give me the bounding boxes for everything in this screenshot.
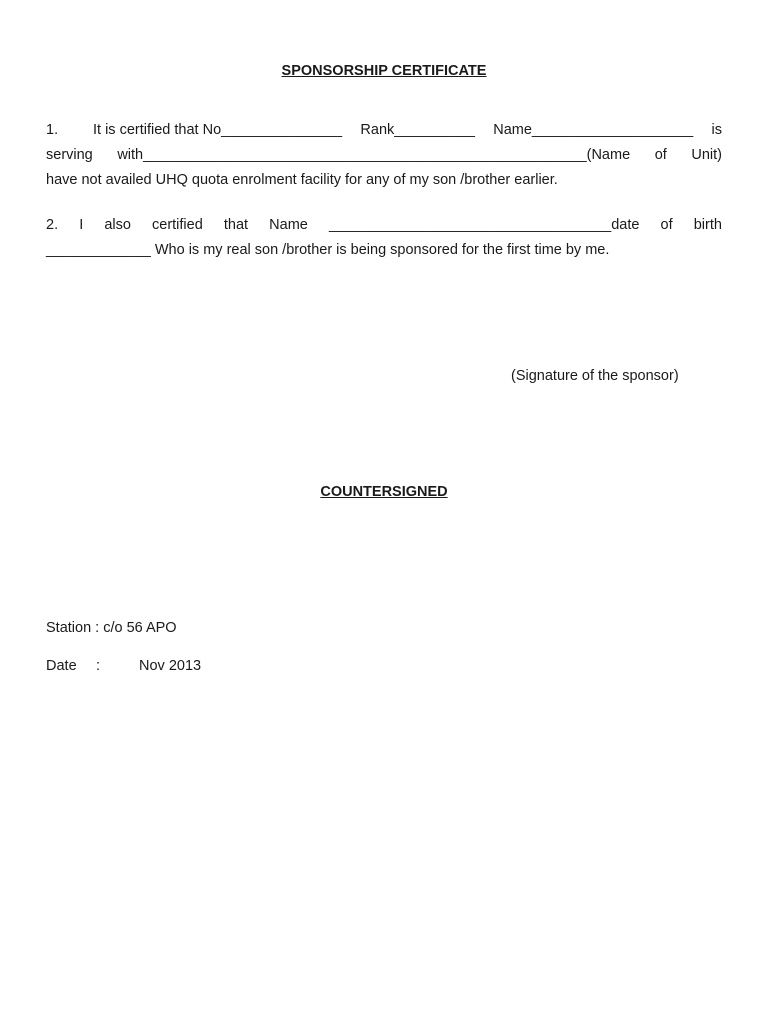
date-separator: :: [96, 658, 101, 674]
para1-line3: have not availed UHQ quota enrolment facility for any of my son /brother earlier.: [46, 172, 558, 188]
para2-word: Name: [269, 217, 308, 233]
para1-line1: [46, 121, 722, 139]
date-value: Nov 2013: [139, 658, 202, 674]
para1-line2-a: serving: [46, 147, 93, 163]
station-line: Station : c/o 56 APO: [46, 620, 177, 636]
date-line: [46, 658, 201, 674]
para2-word: also: [104, 217, 131, 233]
para1-line2-b: with_______________________________________________________(Name: [117, 147, 631, 163]
date-label: Date: [46, 658, 77, 674]
para2-word: that: [223, 217, 249, 233]
para2-line1: [46, 216, 722, 234]
para1-line1-d: is: [711, 122, 722, 138]
para1-number: 1.: [46, 122, 59, 138]
para2-number: 2.: [46, 217, 59, 233]
document-title: SPONSORSHIP CERTIFICATE: [281, 63, 487, 79]
para1-line2-c: of: [654, 147, 667, 163]
sponsor-signature-label: (Signature of the sponsor): [511, 368, 679, 384]
para2-word: of: [660, 217, 673, 233]
countersigned-heading: COUNTERSIGNED: [320, 484, 448, 500]
para2-word: I: [79, 217, 84, 233]
para2-line2: _____________ Who is my real son /brother is being sponsored for the first time by me.: [46, 242, 610, 258]
para1-line1-a: It is certified that No_______________: [93, 122, 343, 138]
para2-word: certified: [152, 217, 203, 233]
para2-word: ___________________________________date: [328, 217, 640, 233]
para1-line2: [46, 146, 722, 164]
para1-line1-c: Name____________________: [493, 122, 694, 138]
para2-word: birth: [693, 217, 722, 233]
para1-line1-left: [46, 121, 342, 139]
para1-line1-b: Rank__________: [360, 122, 475, 138]
para1-line2-d: Unit): [691, 147, 722, 163]
